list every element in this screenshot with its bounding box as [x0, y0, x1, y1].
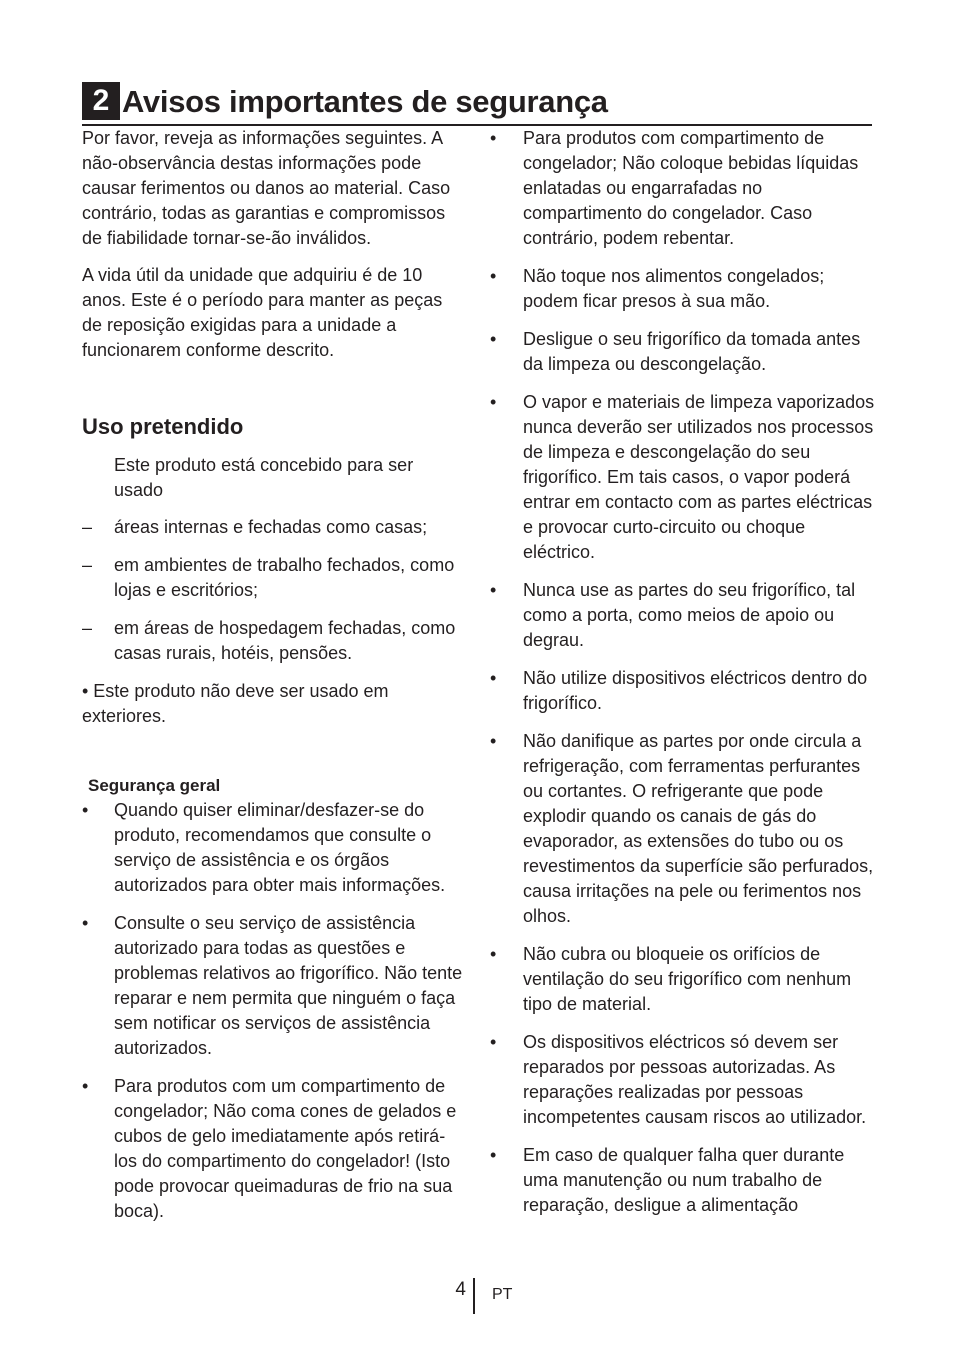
uso-list-item	[82, 553, 467, 603]
uso-item-text: áreas internas e fechadas como casas;	[114, 517, 428, 537]
bullet-marker: •	[490, 329, 497, 349]
intro-paragraph-2: A vida útil da unidade que adquiriu é de 10 anos. Este é o período para manter as peças de reposição exigidas para a unidade a funcionarem conforme descrito.	[82, 265, 443, 360]
intro-paragraph-1: Por favor, reveja as informações seguintes. A não-observância destas informações pode causar ferimentos ou danos ao material. Caso contrário, todas as garantias e compromissos de fiabilidade tornar-se-ão inválidos.	[82, 128, 451, 248]
bullet-marker: •	[490, 580, 497, 600]
uso-item-text: em áreas de hospedagem fechadas, como casas rurais, hotéis, pensões.	[114, 618, 456, 663]
bullet-marker: •	[490, 128, 497, 148]
page-title: Avisos importantes de segurança	[122, 84, 608, 119]
bullet-marker: •	[82, 913, 89, 933]
uso-list-item	[82, 515, 467, 540]
safety-list-item	[490, 390, 875, 565]
safety-list-item	[490, 666, 875, 716]
safety-list-item	[490, 1030, 875, 1130]
bullet-marker: •	[490, 668, 497, 688]
seguranca-list-item	[82, 798, 467, 898]
safety-list-item	[490, 126, 875, 251]
bullet-marker: •	[82, 1076, 89, 1096]
safety-item-text: Não toque nos alimentos congelados; podem ficar presos à sua mão.	[523, 266, 825, 311]
safety-item-text: Os dispositivos eléctricos só devem ser reparados por pessoas autorizadas. As reparações realizadas por pessoas incompetentes causam riscos ao utilizador.	[523, 1032, 867, 1127]
safety-list-item	[490, 578, 875, 653]
safety-list-item	[490, 942, 875, 1017]
safety-item-text: Não utilize dispositivos eléctricos dentro do frigorífico.	[523, 668, 868, 713]
safety-item-text: Não danifique as partes por onde circula a refrigeração, com ferramentas perfurantes ou cortantes. O refrigerante que pode explodir quando os canais de gás do evaporador, as extensões do tubo ou os revestimentos da superfície são perfurados, causa irritações na pele ou ferimentos nos olhos.	[523, 731, 874, 926]
page-number: 4	[455, 1279, 466, 1300]
safety-item-text: O vapor e materiais de limpeza vaporizados nunca deverão ser utilizados nos processos de limpeza e descongelação do seu frigorífico. Em tais casos, o vapor poderá entrar em contacto com as partes eléctricas e provocar curto-circuito ou choque eléctrico.	[523, 392, 875, 562]
dash-marker: –	[82, 517, 93, 537]
section-heading-seguranca: Segurança geral	[88, 776, 221, 795]
section-heading-uso: Uso pretendido	[82, 414, 244, 439]
seguranca-item-text: Quando quiser eliminar/desfazer-se do produto, recomendamos que consulte o serviço de assistência e os órgãos autorizados para obter mais informações.	[114, 800, 446, 895]
language-code: PT	[492, 1286, 513, 1303]
dash-marker: –	[82, 555, 93, 575]
uso-lead-text: Este produto está concebido para ser usado	[114, 455, 414, 500]
safety-item-text: Não cubra ou bloqueie os orifícios de ventilação do seu frigorífico com nenhum tipo de material.	[523, 944, 852, 1014]
seguranca-list-item	[82, 911, 467, 1061]
safety-list-item	[490, 327, 875, 377]
seguranca-item-text: Para produtos com um compartimento de congelador; Não coma cones de gelados e cubos de gelo imediatamente após retirá-los do compartimento do congelador! (Isto pode provocar queimaduras de frio na sua boca).	[114, 1076, 457, 1221]
bullet-marker: •	[490, 1145, 497, 1165]
safety-list-item	[490, 729, 875, 929]
left-column	[82, 126, 467, 1237]
bullet-marker: •	[490, 1032, 497, 1052]
seguranca-list-item	[82, 1074, 467, 1224]
safety-item-text: Em caso de qualquer falha quer durante uma manutenção ou num trabalho de reparação, desligue a alimentação	[523, 1145, 845, 1215]
safety-item-text: Desligue o seu frigorífico da tomada antes da limpeza ou descongelação.	[523, 329, 861, 374]
bullet-marker: •	[490, 392, 497, 412]
chapter-header	[82, 80, 872, 126]
safety-item-text: Para produtos com compartimento de congelador; Não coloque bebidas líquidas enlatadas ou engarrafadas no compartimento do congelador. Caso contrário, podem rebentar.	[523, 128, 859, 248]
uso-item-text: em ambientes de trabalho fechados, como lojas e escritórios;	[114, 555, 455, 600]
safety-list-item	[490, 264, 875, 314]
safety-item-text: Nunca use as partes do seu frigorífico, tal como a porta, como meios de apoio ou degrau.	[523, 580, 856, 650]
bullet-marker: •	[490, 731, 497, 751]
footer-divider	[473, 1278, 475, 1314]
bullet-marker: •	[82, 800, 89, 820]
right-column	[490, 126, 875, 1231]
safety-list-item	[490, 1143, 875, 1218]
seguranca-item-text: Consulte o seu serviço de assistência autorizado para todas as questões e problemas relativos ao frigorífico. Não tente reparar e nem permita que ninguém o faça sem notificar os serviços de assistência autorizados.	[114, 913, 463, 1058]
bullet-marker: •	[490, 944, 497, 964]
uso-note: • Este produto não deve ser usado em exteriores.	[82, 681, 389, 726]
uso-list-item	[82, 616, 467, 666]
dash-marker: –	[82, 618, 93, 638]
bullet-marker: •	[490, 266, 497, 286]
chapter-number: 2	[82, 82, 120, 120]
